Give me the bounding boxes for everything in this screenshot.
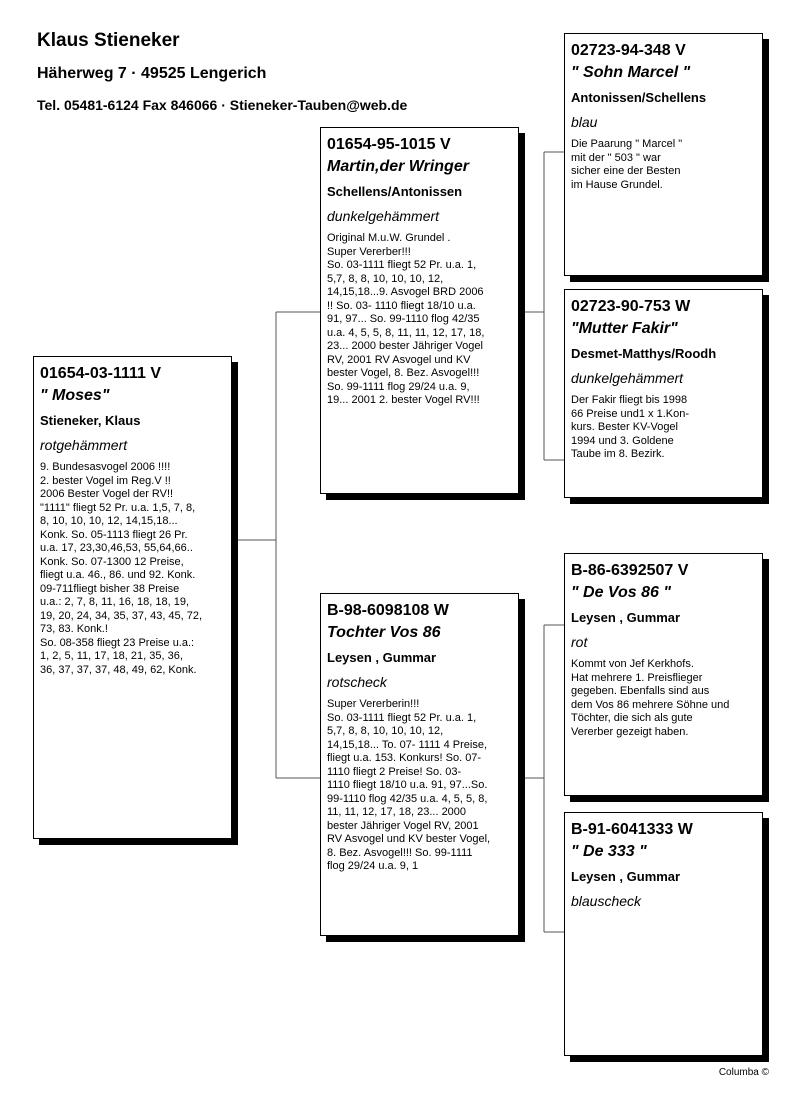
plumage-color: rotscheck <box>327 674 387 690</box>
ring-number: 02723-90-753 W <box>571 298 691 315</box>
pigeon-card-father-mother <box>564 289 763 498</box>
breeder: Desmet-Matthys/Roodh <box>571 346 717 361</box>
footer-credit: Columba © <box>718 1067 769 1078</box>
ring-number: 01654-95-1015 V <box>327 136 451 153</box>
performance-notes: Kommt von Jef Kerkhofs. Hat mehrere 1. Preisflieger gegeben. Ebenfalls sind aus dem Vos 86 mehrere Söhne und Töchter, die sich als gute Vererber gezeigt haben. <box>571 658 730 738</box>
performance-notes: Super Vererberin!!! So. 03-1111 fliegt 52 Pr. u.a. 1, 5,7, 8, 8, 10, 10, 10, 12, 14,15,18... To. 07- 1111 4 Preise, fliegt u.a. 153. Konkurs! So. 07- 1110 fliegt 2 Preise! So. 03- 1110 fliegt 18/10 u.a. 91, 97...So. 99-1110 flog 42/35 u.a. 4, 5, 5, 8, 11, 11, 12, 17, 18, 23... 2000 bester Jähriger Vogel RV, 2001 RV Asvogel und KV bester Vogel, 8. Bez. Asvogel!!! So. 99-1111 flog 29/24 u.a. 9, 1 <box>327 698 491 872</box>
performance-notes: 9. Bundesasvogel 2006 !!!! 2. bester Vogel im Reg.V !! 2006 Bester Vogel der RV!! "1111" fliegt 52 Pr. u.a. 1,5, 7, 8, 8, 10, 10, 10, 12, 14,15,18... Konk. So. 05-1113 fliegt 26 Pr. u.a. 17, 23,30,46,53, 55,64,66.. Konk. So. 07-1300 12 Preise, fliegt u.a. 46., 86. und 92. Konk. 09-711fliegt bisher 38 Preise u.a.: 2, 7, 8, 11, 16, 18, 18, 19, 19, 20, 24, 34, 35, 37, 43, 45, 72, 73, 83. Konk.! So. 08-358 fliegt 23 Preise u.a.: 1, 2, 5, 11, 17, 18, 21, 35, 36, 36, 37, 37, 37, 48, 49, 62, Konk. <box>40 461 203 676</box>
plumage-color: rotgehämmert <box>40 437 128 453</box>
ring-number: B-98-6098108 W <box>327 602 449 619</box>
pigeon-card-mother-mother <box>564 812 763 1056</box>
owner-address: Häherweg 7 · 49525 Lengerich <box>37 65 267 82</box>
pigeon-name: " De 333 " <box>571 843 647 860</box>
performance-notes: Original M.u.W. Grundel . Super Vererber!!! So. 03-1111 fliegt 52 Pr. u.a. 1, 5,7, 8, 8, 10, 10, 10, 12, 14,15,18...9. Asvogel BRD 2006 !! So. 03- 1110 fliegt 18/10 u.a. 91, 97... So. 99-1110 flog 42/35 u.a. 4, 5, 5, 8, 11, 11, 12, 17, 18, 23... 2000 bester Jähriger Vogel RV, 2001 RV Asvogel und KV bester Vogel, 8. Bez. Asvogel!!! So. 99-1111 flog 29/24 u.a. 9, 19... 2001 2. bester Vogel RV!!! <box>327 232 485 406</box>
owner-contact: Tel. 05481-6124 Fax 846066 · Stieneker-Tauben@web.de <box>37 97 408 113</box>
breeder: Schellens/Antonissen <box>327 184 463 199</box>
pigeon-name: "Mutter Fakir" <box>571 320 678 337</box>
pigeon-card-mother-father <box>564 553 763 796</box>
plumage-color: blau <box>571 114 598 130</box>
breeder: Antonissen/Schellens <box>571 90 707 105</box>
plumage-color: dunkelgehämmert <box>571 370 684 386</box>
plumage-color: dunkelgehämmert <box>327 208 440 224</box>
pigeon-card-father-father <box>564 33 763 276</box>
ring-number: B-86-6392507 V <box>571 562 689 579</box>
pigeon-card-mother <box>320 593 519 936</box>
owner-name: Klaus Stieneker <box>37 30 180 51</box>
pigeon-card-self <box>33 356 232 839</box>
pigeon-name: Martin,der Wringer <box>327 158 469 175</box>
plumage-color: blauscheck <box>571 893 642 909</box>
ring-number: B-91-6041333 W <box>571 821 693 838</box>
pigeon-name: " Sohn Marcel " <box>571 64 691 81</box>
pigeon-name: " De Vos 86 " <box>571 584 671 601</box>
pigeon-card-father <box>320 127 519 494</box>
ring-number: 02723-94-348 V <box>571 42 686 59</box>
breeder: Leysen , Gummar <box>327 650 437 665</box>
breeder: Leysen , Gummar <box>571 610 681 625</box>
breeder: Leysen , Gummar <box>571 869 681 884</box>
pigeon-name: Tochter Vos 86 <box>327 624 441 641</box>
performance-notes: Die Paarung " Marcel " mit der " 503 " war sicher eine der Besten im Hause Grundel. <box>571 138 683 191</box>
pigeon-name: " Moses" <box>40 387 110 404</box>
ring-number: 01654-03-1111 V <box>40 365 162 382</box>
performance-notes: Der Fakir fliegt bis 1998 66 Preise und1 x 1.Kon- kurs. Bester KV-Vogel 1994 und 3. Goldene Taube im 8. Bezirk. <box>571 394 690 460</box>
plumage-color: rot <box>571 634 588 650</box>
breeder: Stieneker, Klaus <box>40 413 141 428</box>
